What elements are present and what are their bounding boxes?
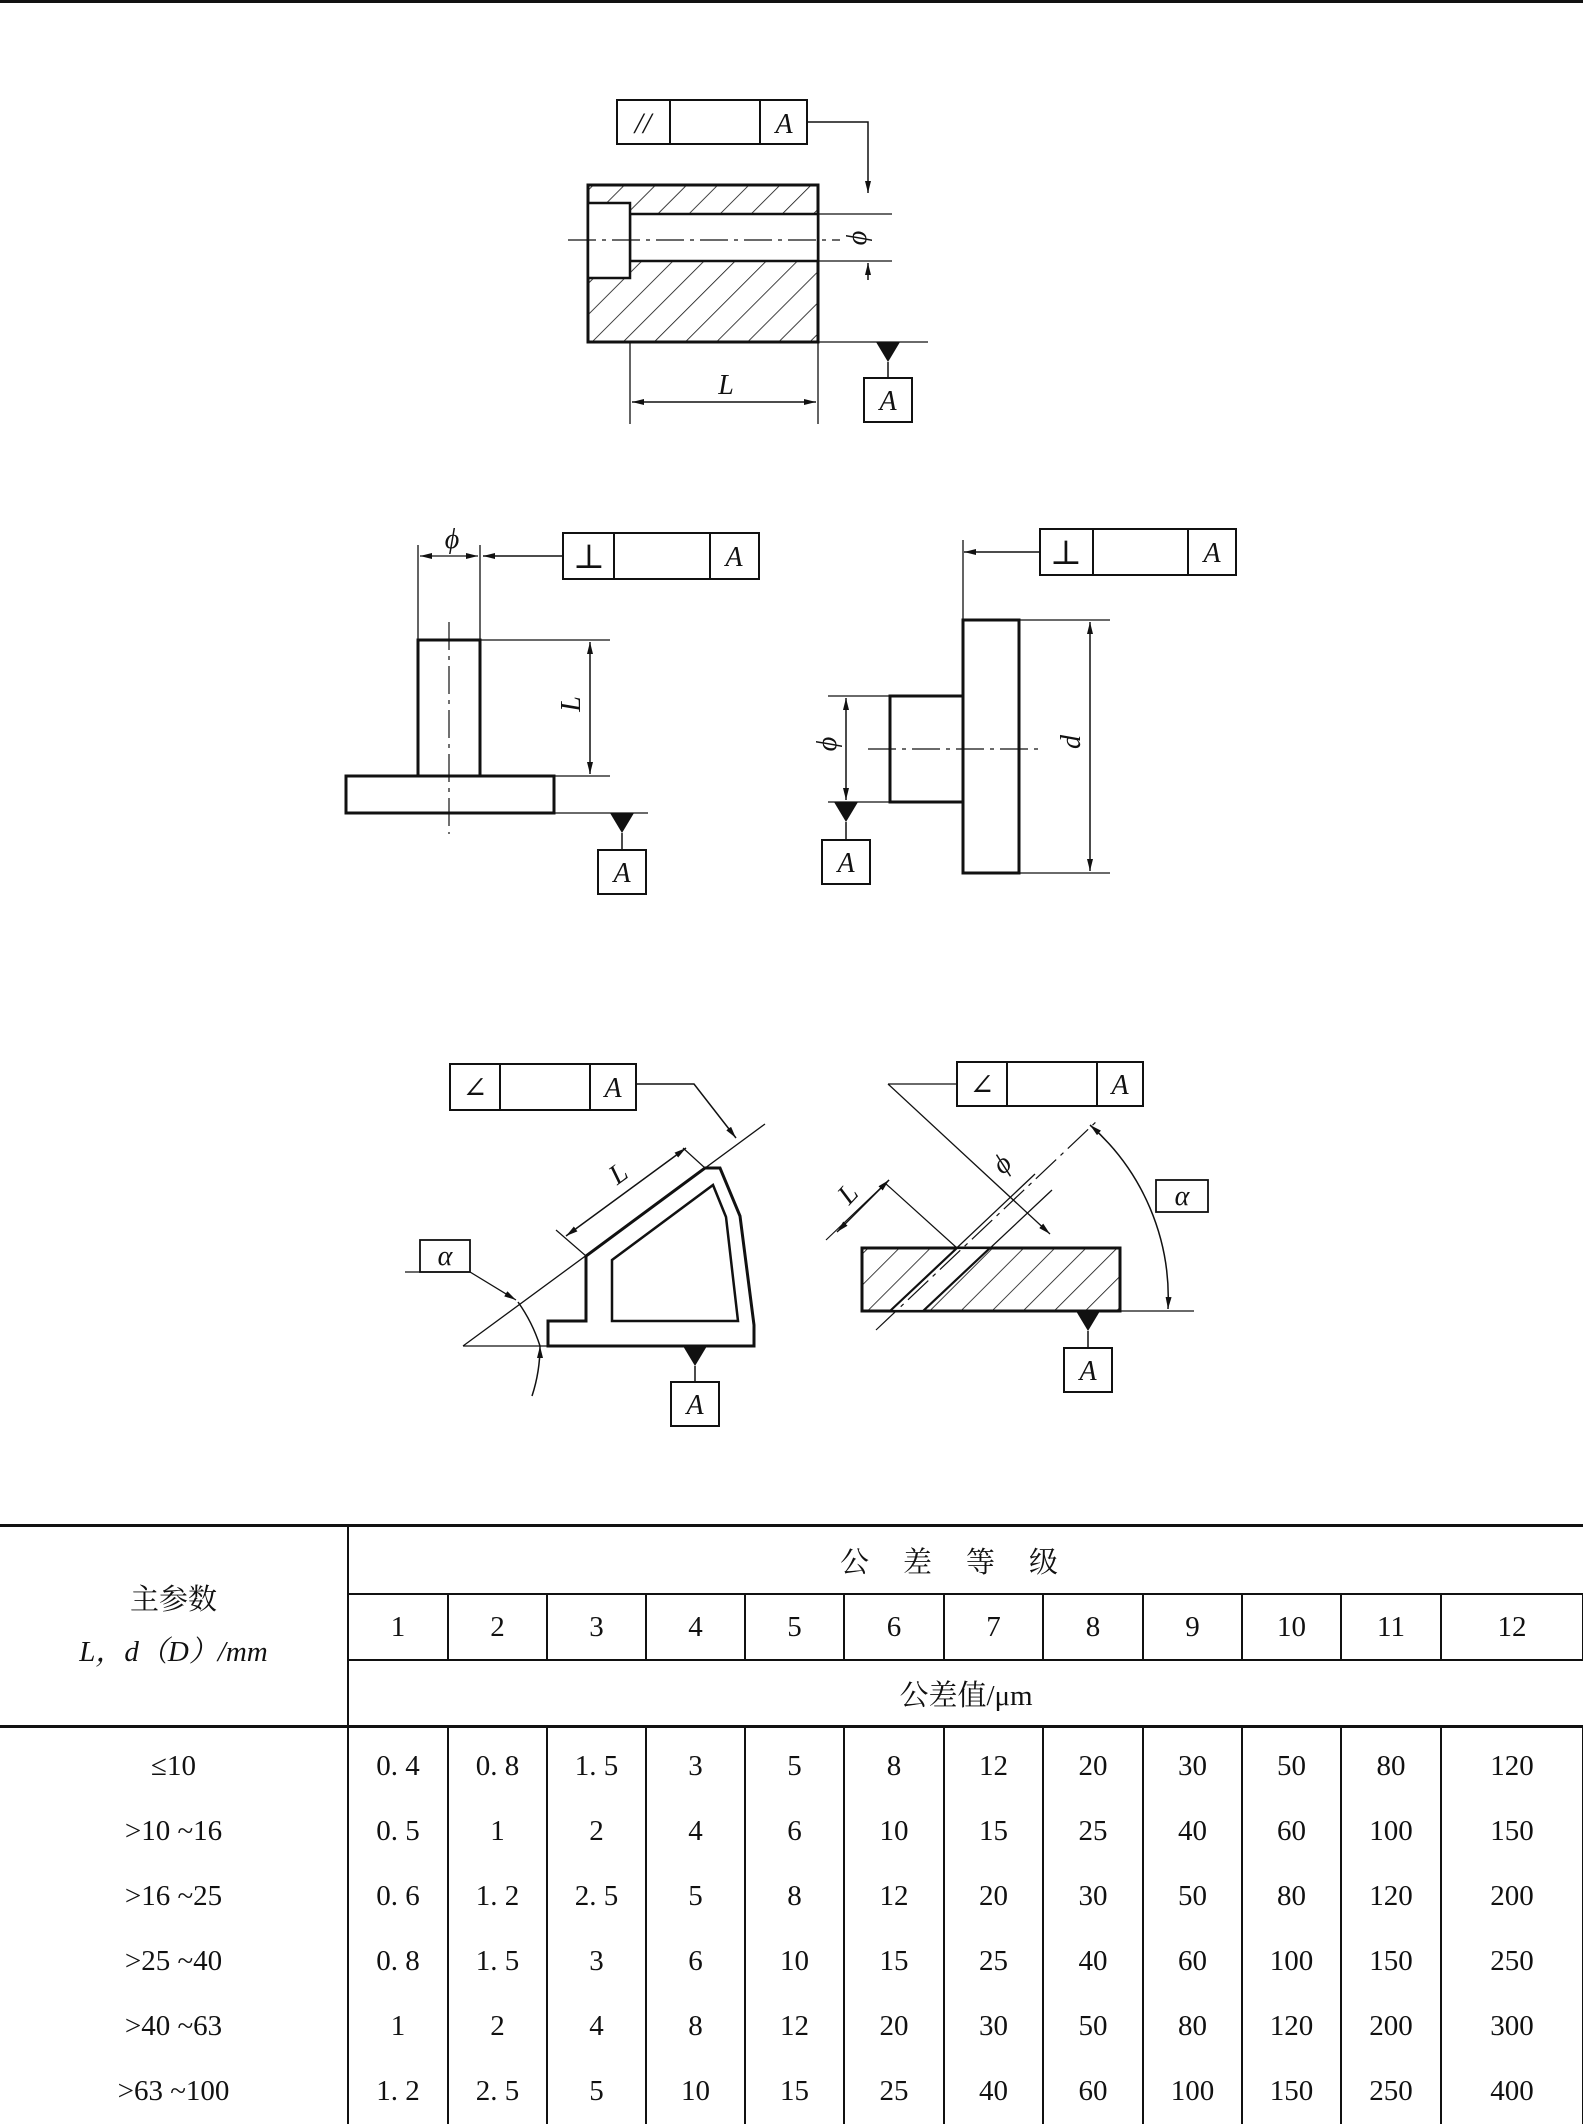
value-cell: 25	[944, 1929, 1043, 1994]
value-cell: 15	[944, 1799, 1043, 1864]
value-cell: 0. 8	[448, 1727, 547, 1800]
value-cell: 50	[1143, 1864, 1242, 1929]
value-cell: 0. 5	[348, 1799, 448, 1864]
value-cell: 200	[1441, 1864, 1583, 1929]
table-row	[0, 2059, 1583, 2124]
value-cell: 50	[1242, 1727, 1341, 1800]
value-cell: 4	[547, 1994, 646, 2059]
value-cell: 100	[1341, 1799, 1441, 1864]
grade-1: 1	[348, 1594, 448, 1660]
value-cell: 250	[1341, 2059, 1441, 2124]
value-header: 公差值/μm	[348, 1660, 1583, 1727]
length-label: L	[718, 370, 734, 401]
length-label: L	[556, 696, 587, 712]
value-cell: 300	[1441, 1994, 1583, 2059]
datum-ref: A	[1203, 538, 1221, 569]
datum-ref: A	[604, 1073, 622, 1104]
table-row	[0, 1864, 1583, 1929]
value-cell: 250	[1441, 1929, 1583, 1994]
value-cell: 60	[1043, 2059, 1143, 2124]
value-cell: 120	[1341, 1864, 1441, 1929]
value-cell: 8	[745, 1864, 844, 1929]
value-cell: 40	[1043, 1929, 1143, 1994]
length-label: L	[831, 1178, 865, 1211]
angularity-symbol: ∠	[462, 1072, 488, 1105]
value-cell: 30	[1143, 1727, 1242, 1800]
value-cell: 60	[1143, 1929, 1242, 1994]
perpendicularity-symbol: ⊥	[1050, 535, 1082, 572]
value-cell: 120	[1441, 1727, 1583, 1800]
range-cell: >63 ~100	[0, 2059, 348, 2124]
svg-text:A: A	[1079, 1356, 1097, 1387]
grade-9: 9	[1143, 1594, 1242, 1660]
figure-perpendicularity-flange	[812, 529, 1236, 884]
range-cell: ≤10	[0, 1727, 348, 1800]
value-cell: 1. 5	[448, 1929, 547, 1994]
diameter-label: ϕ	[812, 736, 843, 752]
value-cell: 400	[1441, 2059, 1583, 2124]
value-cell: 12	[844, 1864, 944, 1929]
value-cell: 4	[646, 1799, 745, 1864]
datum-flag	[1064, 1311, 1112, 1392]
value-cell: 2. 5	[448, 2059, 547, 2124]
grade-8: 8	[1043, 1594, 1143, 1660]
table-row	[0, 1727, 1583, 1800]
grade-4: 4	[646, 1594, 745, 1660]
feature-control-frame	[1040, 529, 1236, 575]
value-cell: 0. 6	[348, 1864, 448, 1929]
value-cell: 0. 8	[348, 1929, 448, 1994]
tolerance-table	[0, 1524, 1583, 2124]
grade-12: 12	[1441, 1594, 1583, 1660]
value-cell: 20	[1043, 1727, 1143, 1800]
range-cell: >25 ~40	[0, 1929, 348, 1994]
table-row	[0, 1799, 1583, 1864]
figure-angularity-bracket	[405, 1064, 765, 1426]
param-line1: 主参数	[129, 1584, 217, 1616]
value-cell: 20	[844, 1994, 944, 2059]
value-cell: 1. 5	[547, 1727, 646, 1800]
value-cell: 25	[844, 2059, 944, 2124]
feature-control-frame	[563, 533, 759, 579]
datum-flag	[822, 802, 870, 884]
value-cell: 150	[1341, 1929, 1441, 1994]
value-cell: 0. 4	[348, 1727, 448, 1800]
value-cell: 3	[547, 1929, 646, 1994]
datum-flag	[864, 342, 912, 422]
feature-control-frame	[617, 100, 807, 144]
feature-control-frame	[957, 1062, 1143, 1106]
main-parameter-header	[0, 1526, 348, 1727]
svg-text:A: A	[837, 848, 855, 879]
perpendicularity-symbol: ⊥	[573, 539, 605, 576]
value-cell: 5	[646, 1864, 745, 1929]
value-cell: 80	[1242, 1864, 1341, 1929]
feature-control-frame	[450, 1064, 636, 1110]
diameter-label: ϕ	[842, 230, 873, 246]
value-cell: 8	[646, 1994, 745, 2059]
table-body	[0, 1727, 1583, 2124]
datum-flag	[598, 813, 646, 894]
grade-6: 6	[844, 1594, 944, 1660]
value-cell: 8	[844, 1727, 944, 1800]
length-label: L	[603, 1156, 634, 1192]
value-cell: 10	[646, 2059, 745, 2124]
value-cell: 2	[547, 1799, 646, 1864]
angularity-symbol: ∠	[969, 1069, 995, 1102]
range-cell: >10 ~16	[0, 1799, 348, 1864]
table-row	[0, 1994, 1583, 2059]
grade-11: 11	[1341, 1594, 1441, 1660]
value-cell: 1	[348, 1994, 448, 2059]
grade-5: 5	[745, 1594, 844, 1660]
value-cell: 80	[1143, 1994, 1242, 2059]
range-cell: >40 ~63	[0, 1994, 348, 2059]
figure-parallelism	[568, 100, 928, 424]
value-cell: 100	[1242, 1929, 1341, 1994]
value-cell: 5	[547, 2059, 646, 2124]
value-cell: 1. 2	[348, 2059, 448, 2124]
angle-label: α	[1174, 1181, 1190, 1212]
value-cell: 20	[944, 1864, 1043, 1929]
value-cell: 12	[944, 1727, 1043, 1800]
figure-perpendicularity-pin	[346, 524, 759, 894]
value-cell: 200	[1341, 1994, 1441, 2059]
value-cell: 100	[1143, 2059, 1242, 2124]
value-cell: 30	[944, 1994, 1043, 2059]
svg-text:A: A	[613, 858, 631, 889]
table-row	[0, 1929, 1583, 1994]
diameter-label: ϕ	[986, 1147, 1019, 1181]
datum-ref: A	[1111, 1070, 1129, 1101]
value-cell: 10	[745, 1929, 844, 1994]
datum-flag	[671, 1346, 719, 1426]
value-cell: 150	[1242, 2059, 1341, 2124]
angle-callout	[405, 1240, 540, 1396]
value-cell: 10	[844, 1799, 944, 1864]
value-cell: 40	[944, 2059, 1043, 2124]
grade-header: 公差等级	[348, 1526, 1583, 1595]
figure-angularity-hole	[826, 1062, 1208, 1392]
value-cell: 25	[1043, 1799, 1143, 1864]
value-cell: 80	[1341, 1727, 1441, 1800]
value-cell: 15	[844, 1929, 944, 1994]
parallelism-symbol: //	[634, 107, 652, 140]
grade-7: 7	[944, 1594, 1043, 1660]
value-cell: 2	[448, 1994, 547, 2059]
value-cell: 150	[1441, 1799, 1583, 1864]
grade-2: 2	[448, 1594, 547, 1660]
value-cell: 3	[646, 1727, 745, 1800]
value-cell: 6	[646, 1929, 745, 1994]
value-cell: 15	[745, 2059, 844, 2124]
svg-text:A: A	[686, 1390, 704, 1421]
value-cell: 1	[448, 1799, 547, 1864]
grade-10: 10	[1242, 1594, 1341, 1660]
grade-3: 3	[547, 1594, 646, 1660]
value-cell: 40	[1143, 1799, 1242, 1864]
datum-ref: A	[775, 109, 793, 140]
angle-label: α	[437, 1241, 453, 1272]
value-cell: 60	[1242, 1799, 1341, 1864]
param-line2: L，d（D）/mm	[79, 1636, 268, 1668]
value-cell: 6	[745, 1799, 844, 1864]
value-cell: 30	[1043, 1864, 1143, 1929]
value-cell: 5	[745, 1727, 844, 1800]
value-cell: 2. 5	[547, 1864, 646, 1929]
value-cell: 1. 2	[448, 1864, 547, 1929]
diameter-label: ϕ	[444, 524, 460, 555]
svg-text:A: A	[879, 386, 897, 417]
range-cell: >16 ~25	[0, 1864, 348, 1929]
value-cell: 12	[745, 1994, 844, 2059]
dim-label: d	[1056, 735, 1087, 749]
value-cell: 50	[1043, 1994, 1143, 2059]
datum-ref: A	[725, 542, 743, 573]
value-cell: 120	[1242, 1994, 1341, 2059]
